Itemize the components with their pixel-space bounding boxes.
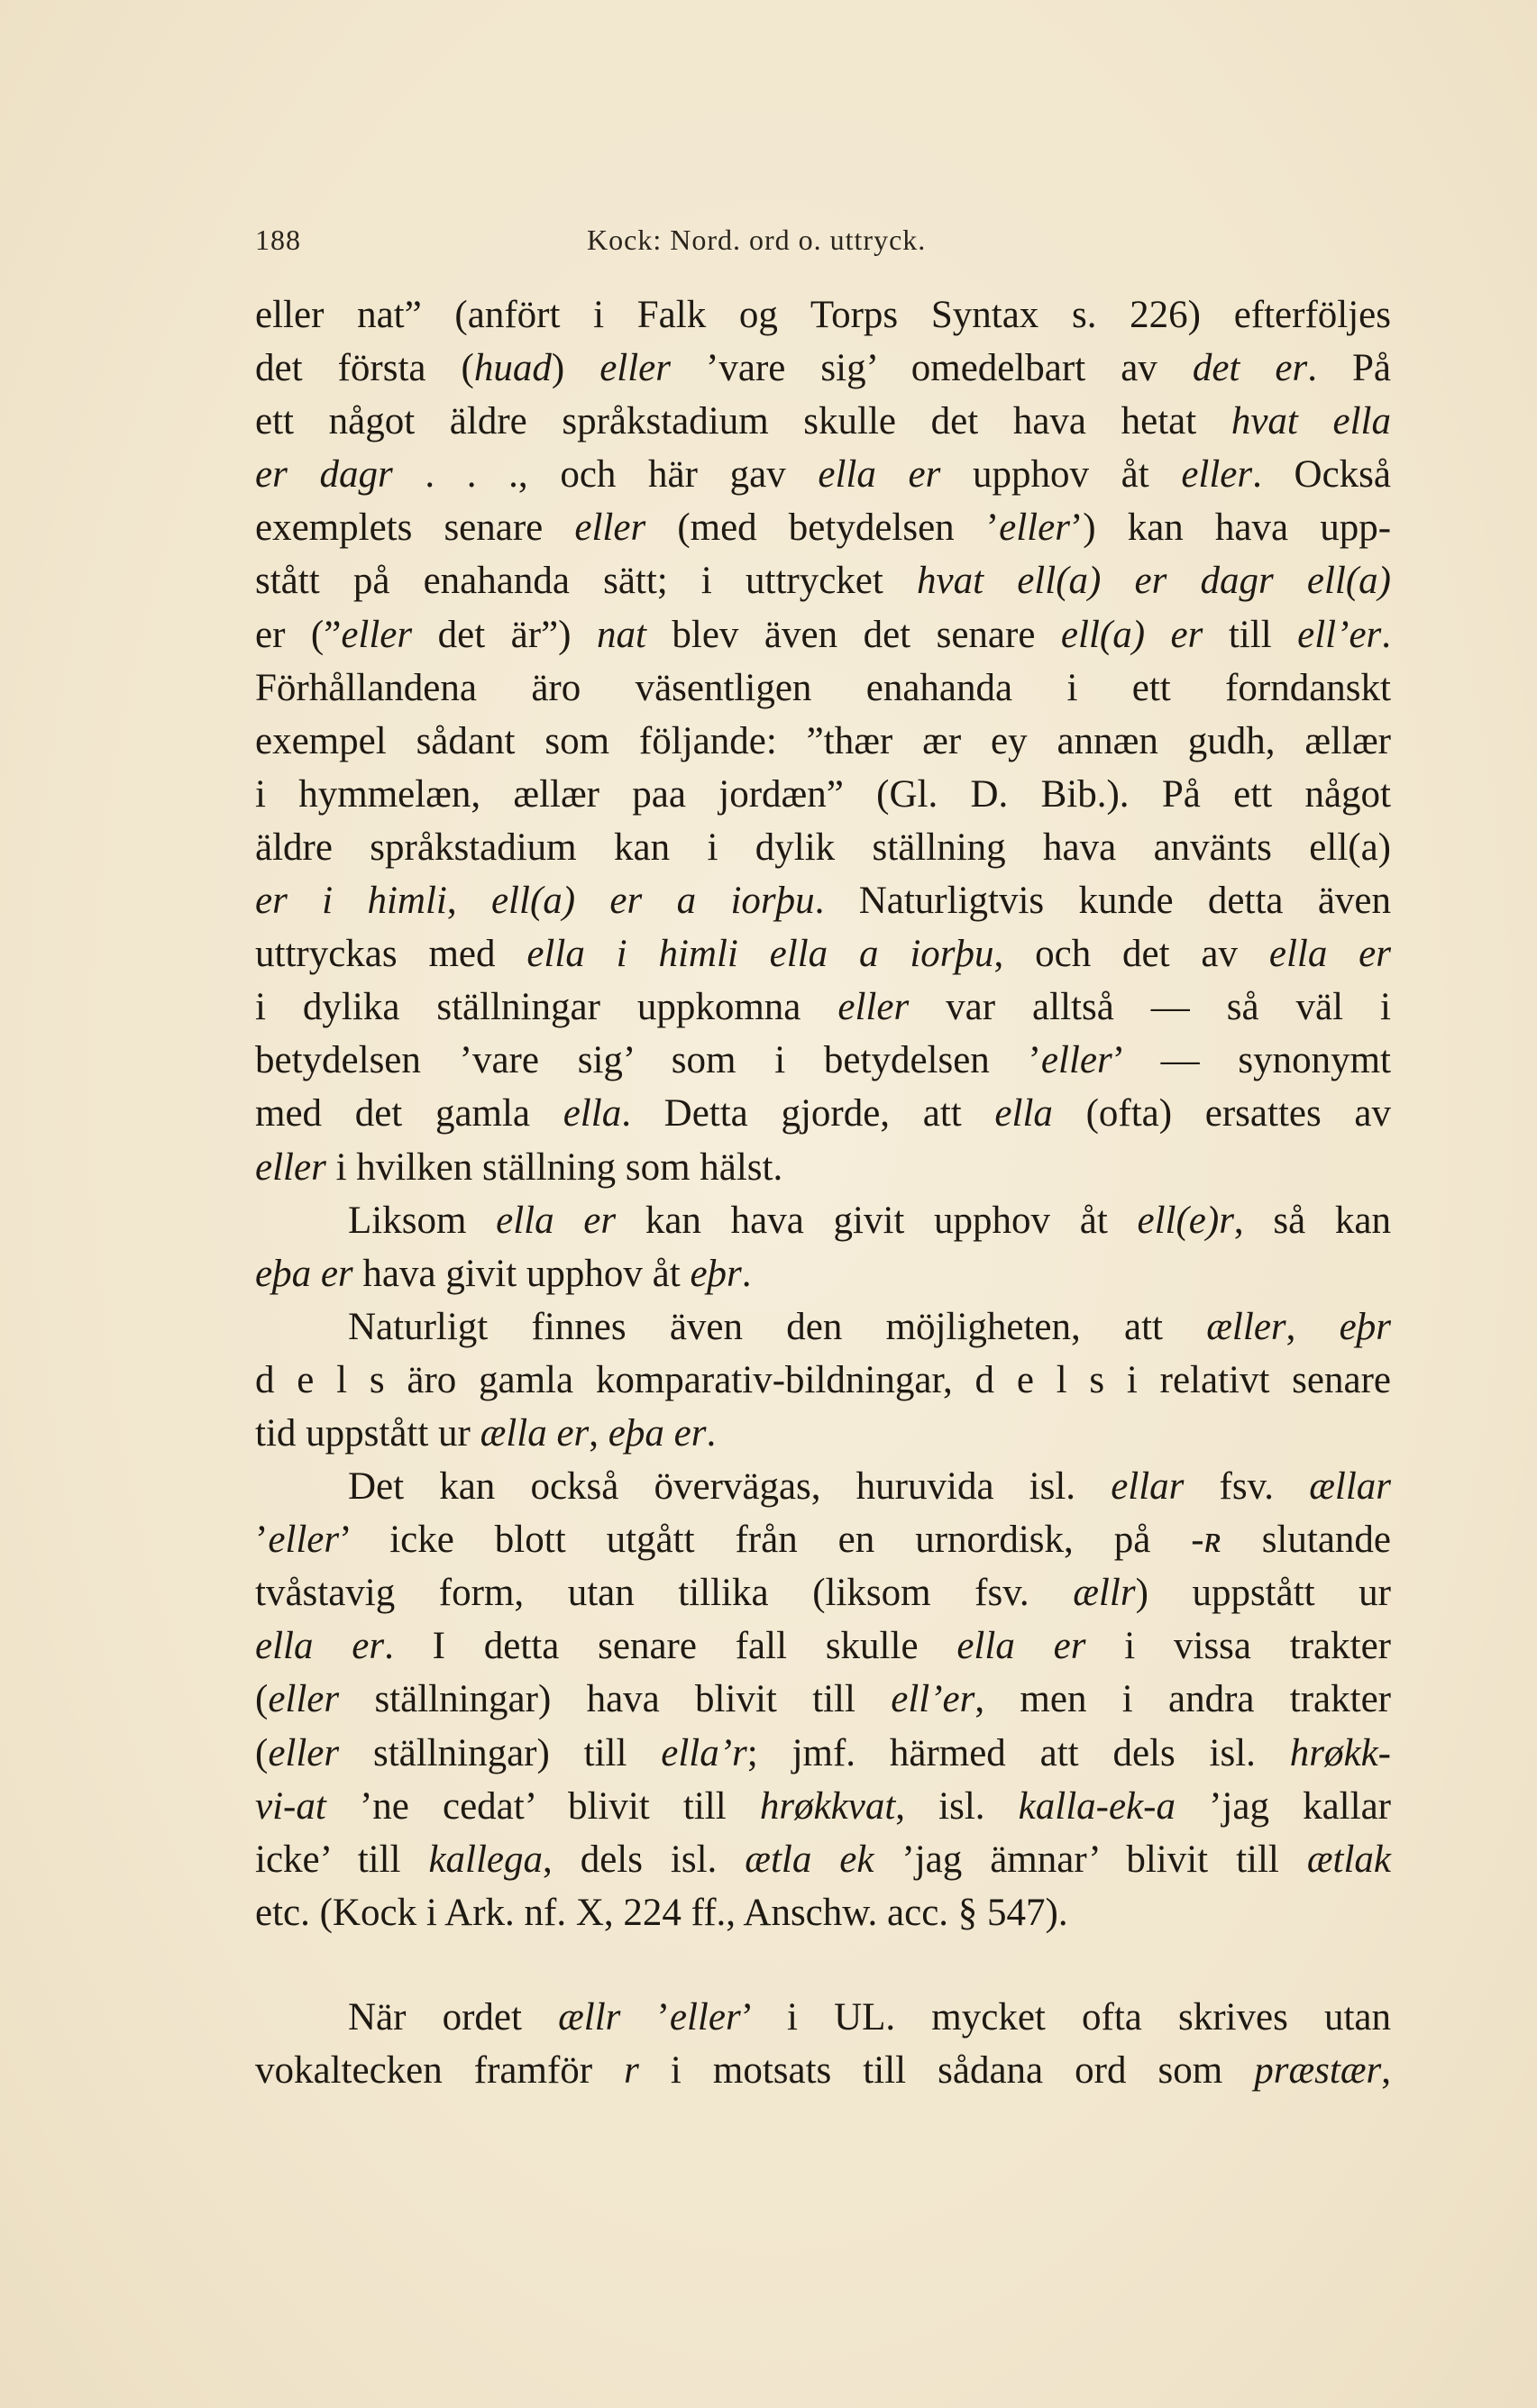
- text-line: ella er. I detta senare fall skulle ella er i vissa trakter: [255, 1625, 1391, 1668]
- text-line: stått på enahanda sätt; i uttrycket hvat ell(a) er dagr ell(a): [255, 560, 1391, 603]
- paragraph-gap: [255, 1939, 1391, 1991]
- text-line: i dylika ställningar uppkomna eller var alltså — så väl i: [255, 986, 1391, 1029]
- text-line: icke’ till kallega, dels isl. ætla ek ’jag ämnar’ blivit till ætlak: [255, 1838, 1391, 1881]
- text-line: (eller ställningar) till ella’r; jmf. härmed att dels isl. hrøkk-: [255, 1731, 1391, 1774]
- text-line: vi-at ’ne cedat’ blivit till hrøkkvat, isl. kalla-ek-a ’jag kallar: [255, 1784, 1391, 1828]
- text-line: eþa er hava givit upphov åt eþr.: [255, 1252, 752, 1295]
- text-line: exemplets senare eller (med betydelsen ’eller’) kan hava upp-: [255, 506, 1392, 550]
- text-line: etc. (Kock i Ark. nf. X, 224 ff., Anschw. acc. § 547).: [255, 1891, 1068, 1934]
- page-header: [255, 223, 1391, 263]
- text-line: tid uppstått ur ælla er, eþa er.: [255, 1411, 717, 1455]
- text-line: Det kan också övervägas, huruvida isl. ellar fsv. ællar: [348, 1465, 1391, 1509]
- text-line: äldre språkstadium kan i dylik ställning hava använts ell(a): [255, 825, 1391, 869]
- text-line: er (”eller det är”) nat blev även det senare ell(a) er till ell’er.: [255, 613, 1392, 656]
- text-line: Förhållandena äro väsentligen enahanda i ett forndanskt: [255, 666, 1391, 709]
- running-head: Kock: Nord. ord o. uttryck.: [587, 223, 927, 256]
- text-line: d e l s äro gamla komparativ-bildningar, d e l s i relativt senare: [255, 1358, 1391, 1401]
- text-line: betydelsen ’vare sig’ som i betydelsen ’eller’ — synonymt: [255, 1039, 1391, 1082]
- text-line: tvåstavig form, utan tillika (liksom fsv. ællr) uppstått ur: [255, 1572, 1391, 1615]
- text-line: Liksom ella er kan hava givit upphov åt ell(e)r, så kan: [348, 1199, 1391, 1242]
- body-text: [255, 288, 1391, 2097]
- text-line: När ordet ællr ’eller’ i UL. mycket ofta skrives utan: [348, 1995, 1391, 2039]
- text-line: er dagr . . ., och här gav ella er upphov åt eller. Också: [255, 453, 1391, 497]
- text-line: eller nat” (anfört i Falk og Torps Syntax s. 226) efterföljes: [255, 294, 1391, 336]
- text-line: med det gamla ella. Detta gjorde, att ella (ofta) ersattes av: [255, 1092, 1391, 1136]
- text-line: exempel sådant som följande: ”thær ær ey annæn gudh, ællær: [255, 719, 1391, 762]
- text-line: er i himli, ell(a) er a iorþu. Naturligtvis kunde detta även: [255, 880, 1392, 923]
- text-line: det första (huad) eller ’vare sig’ omedelbart av det er. På: [255, 347, 1392, 390]
- text-line: ett något äldre språkstadium skulle det hava hetat hvat ella: [255, 400, 1391, 443]
- page-number: 188: [255, 223, 301, 256]
- text-line: ’eller’ icke blott utgått från en urnordisk, på -ʀ slutande: [255, 1519, 1391, 1562]
- text-line: Naturligt finnes även den möjligheten, att æller, eþr: [348, 1305, 1391, 1348]
- text-line: (eller ställningar) hava blivit till ell’er, men i andra trakter: [255, 1678, 1391, 1721]
- text-line: uttryckas med ella i himli ella a iorþu, och det av ella er: [255, 933, 1391, 976]
- text-line: eller i hvilken ställning som hälst.: [255, 1145, 783, 1189]
- text-line: i hymmelæn, ællær paa jordæn” (Gl. D. Bib.). På ett något: [255, 772, 1391, 816]
- text-line: vokaltecken framför r i motsats till sådana ord som præstær,: [255, 2049, 1391, 2092]
